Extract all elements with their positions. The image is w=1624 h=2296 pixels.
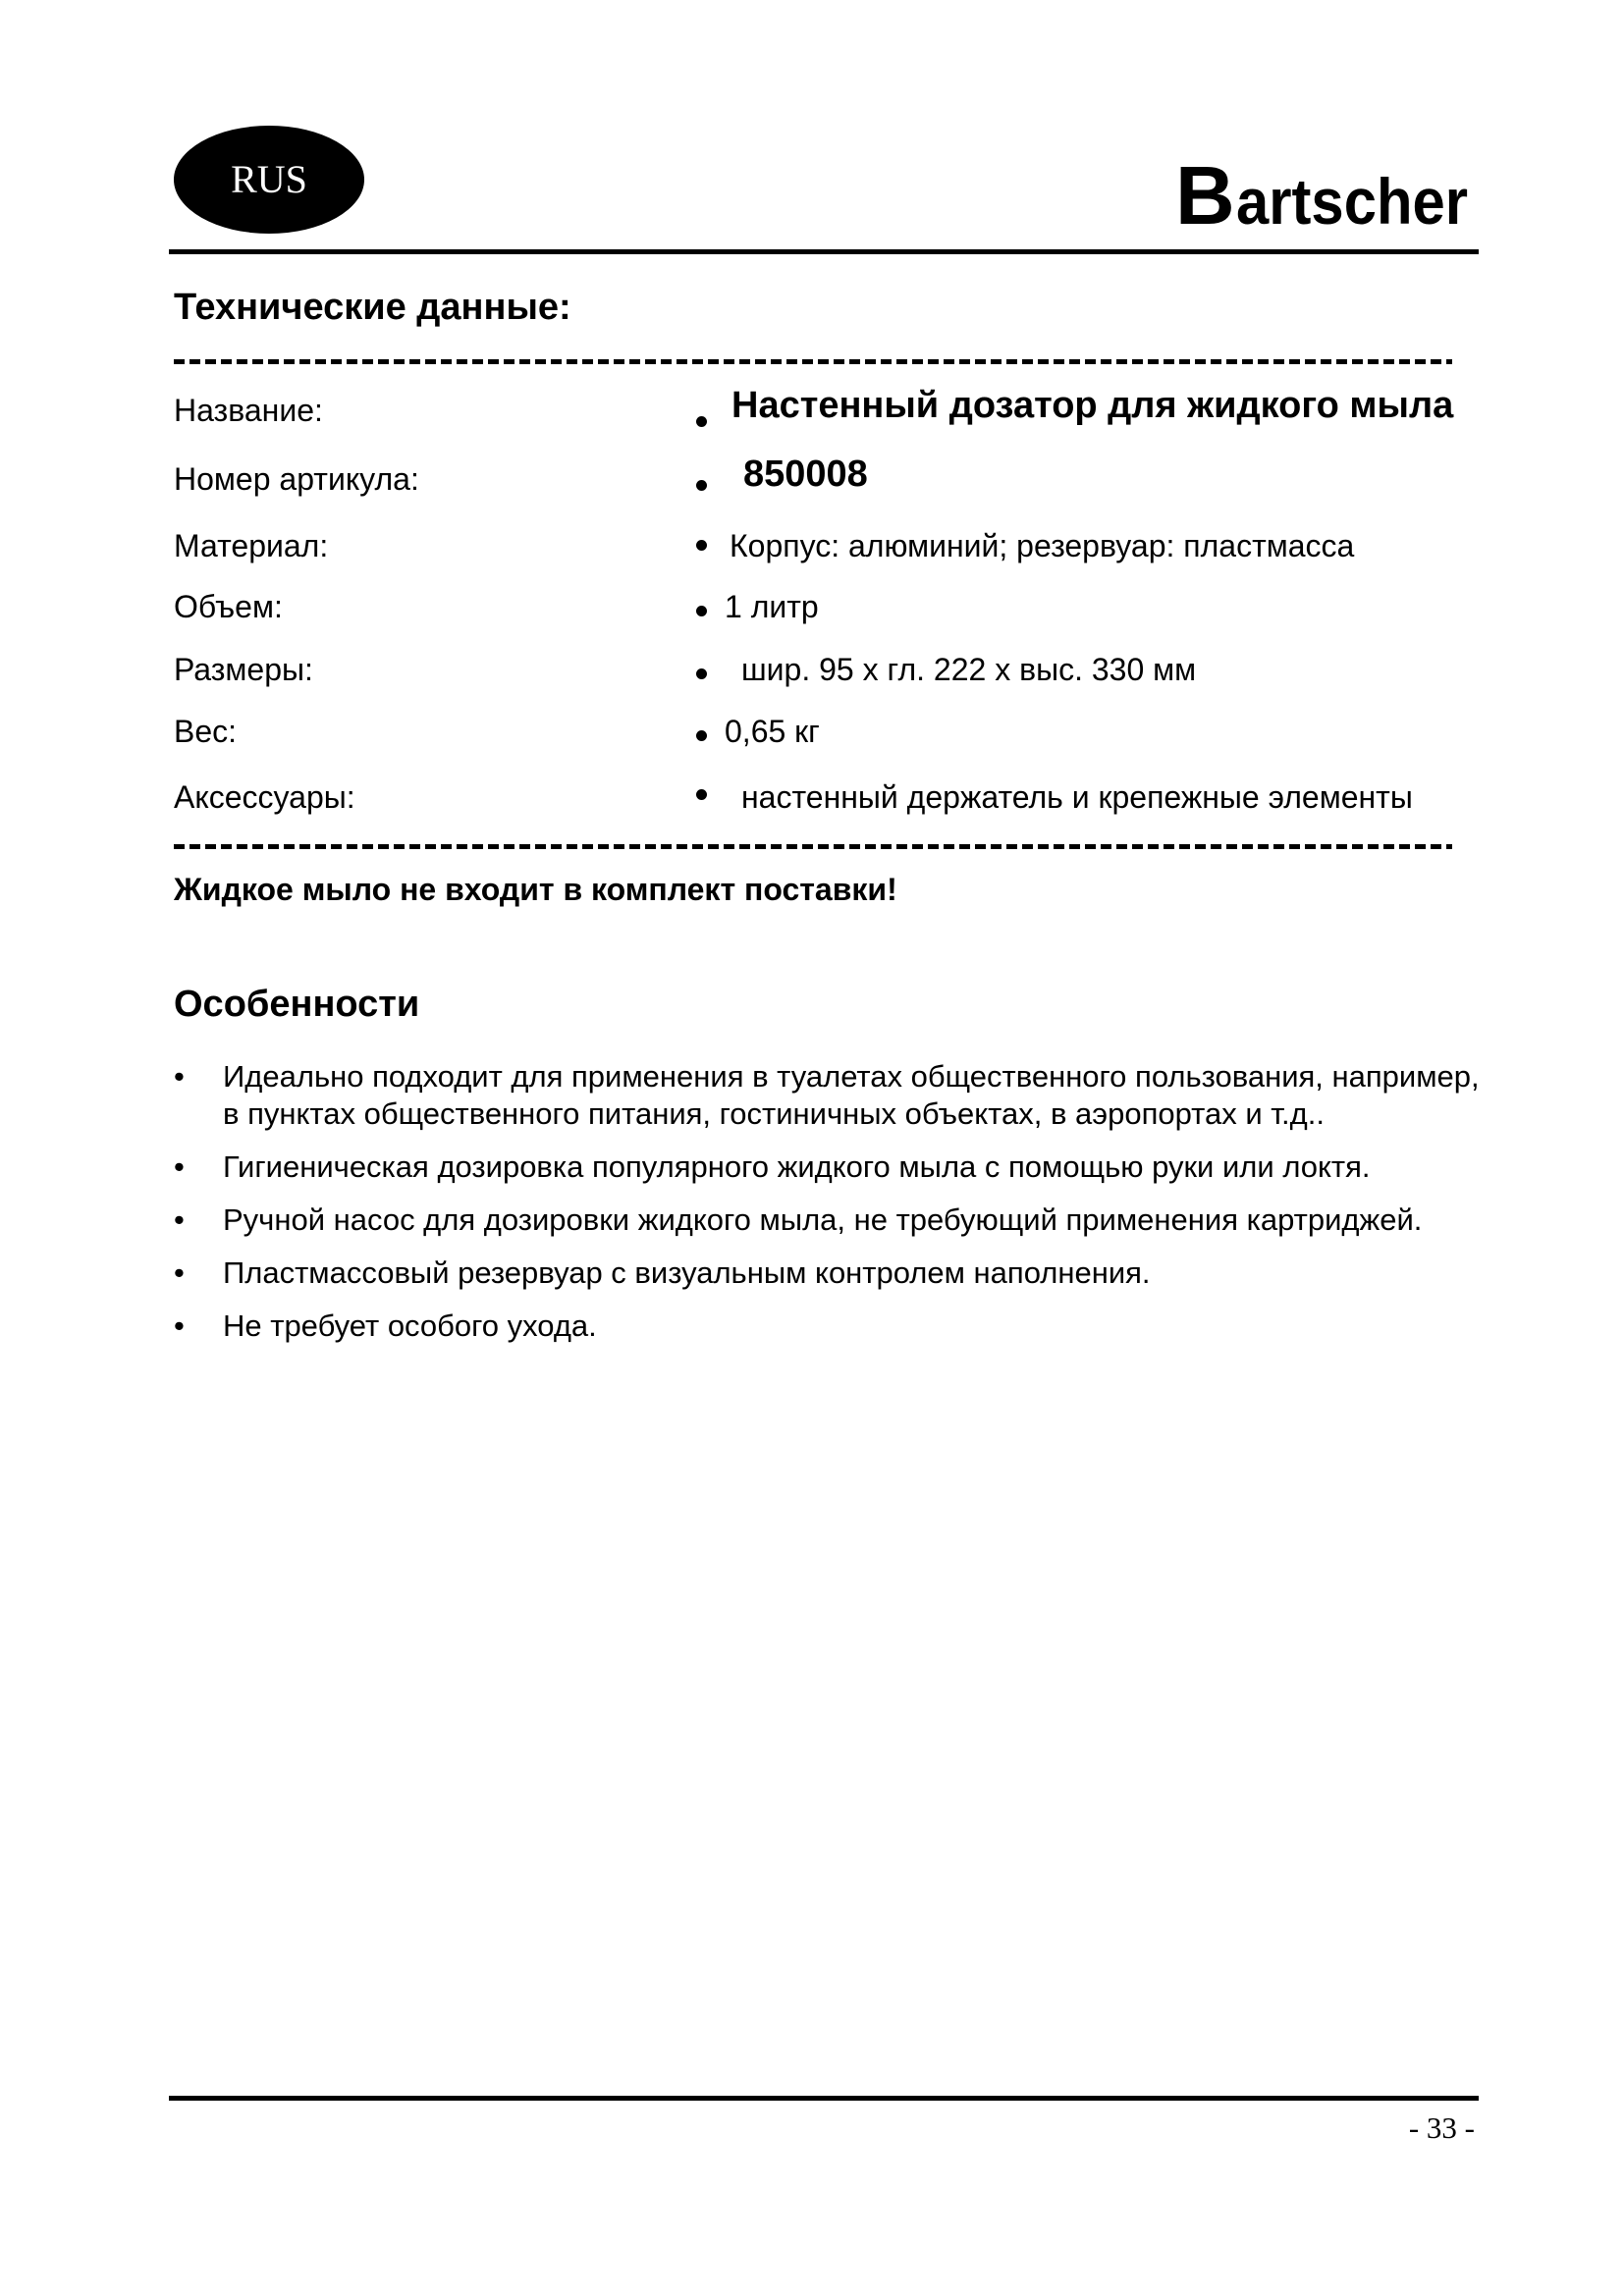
features-title: Особенности: [174, 984, 420, 1025]
features-list: [174, 1058, 1499, 1361]
spec-label: Размеры:: [174, 652, 313, 687]
bullet-icon: [696, 606, 707, 616]
language-badge: RUS: [174, 126, 364, 234]
list-item: [174, 1255, 1499, 1292]
feature-text: Гигиеническая дозировка популярного жидкого мыла с помощью руки или локтя.: [223, 1149, 1371, 1184]
bullet-icon: [696, 730, 707, 741]
spec-value: 0,65 кг: [725, 714, 820, 749]
bartscher-logo: [1173, 147, 1473, 245]
footer-divider: [169, 2096, 1479, 2101]
feature-text: Ручной насос для дозировки жидкого мыла, не требующий применения картриджей.: [223, 1202, 1423, 1237]
bullet-icon: •: [174, 1059, 185, 1094]
spec-value: 1 литр: [725, 589, 819, 624]
list-item: [174, 1148, 1499, 1186]
page-number: - 33 -: [1408, 2110, 1475, 2145]
dashed-divider-bottom: [174, 844, 1452, 849]
feature-text: Пластмассовый резервуар с визуальным контролем наполнения.: [223, 1255, 1151, 1290]
spec-value: Корпус: алюминий; резервуар: пластмасса: [730, 528, 1355, 563]
tech-data-title: Технические данные:: [174, 287, 571, 328]
spec-label: Аксессуары:: [174, 779, 355, 815]
spec-label: Вес:: [174, 714, 238, 749]
spec-label: Название:: [174, 393, 323, 428]
bullet-icon: [696, 540, 707, 551]
bullet-icon: [696, 480, 707, 491]
spec-value: настенный держатель и крепежные элементы: [741, 779, 1413, 815]
brand-wordmark: artscher: [1236, 165, 1468, 238]
bullet-icon: •: [174, 1149, 185, 1184]
spec-label: Объем:: [174, 589, 283, 624]
list-item: [174, 1058, 1499, 1133]
spec-value: шир. 95 х гл. 222 х выс. 330 мм: [741, 652, 1197, 687]
spec-label: Материал:: [174, 528, 329, 563]
brand-initial: B: [1175, 149, 1235, 241]
spec-value: Настенный дозатор для жидкого мыла: [731, 385, 1454, 426]
feature-text: Не требует особого ухода.: [223, 1308, 597, 1343]
spec-label: Номер артикула:: [174, 461, 419, 497]
bullet-icon: [696, 789, 707, 800]
list-item: [174, 1201, 1499, 1239]
bullet-icon: •: [174, 1255, 185, 1290]
list-item: [174, 1308, 1499, 1345]
bullet-icon: [696, 416, 707, 427]
dashed-divider-top: [174, 359, 1452, 364]
spec-value: 850008: [743, 454, 868, 495]
delivery-note: Жидкое мыло не входит в комплект поставки!: [174, 872, 897, 907]
bullet-icon: •: [174, 1202, 185, 1237]
header-divider: [169, 249, 1479, 254]
bullet-icon: •: [174, 1308, 185, 1343]
feature-text: Идеально подходит для применения в туалетах общественного пользования, например, в пунктах общественного питания, гостиничных объектах, в аэропортах и т.д..: [223, 1059, 1480, 1131]
bullet-icon: [696, 668, 707, 679]
